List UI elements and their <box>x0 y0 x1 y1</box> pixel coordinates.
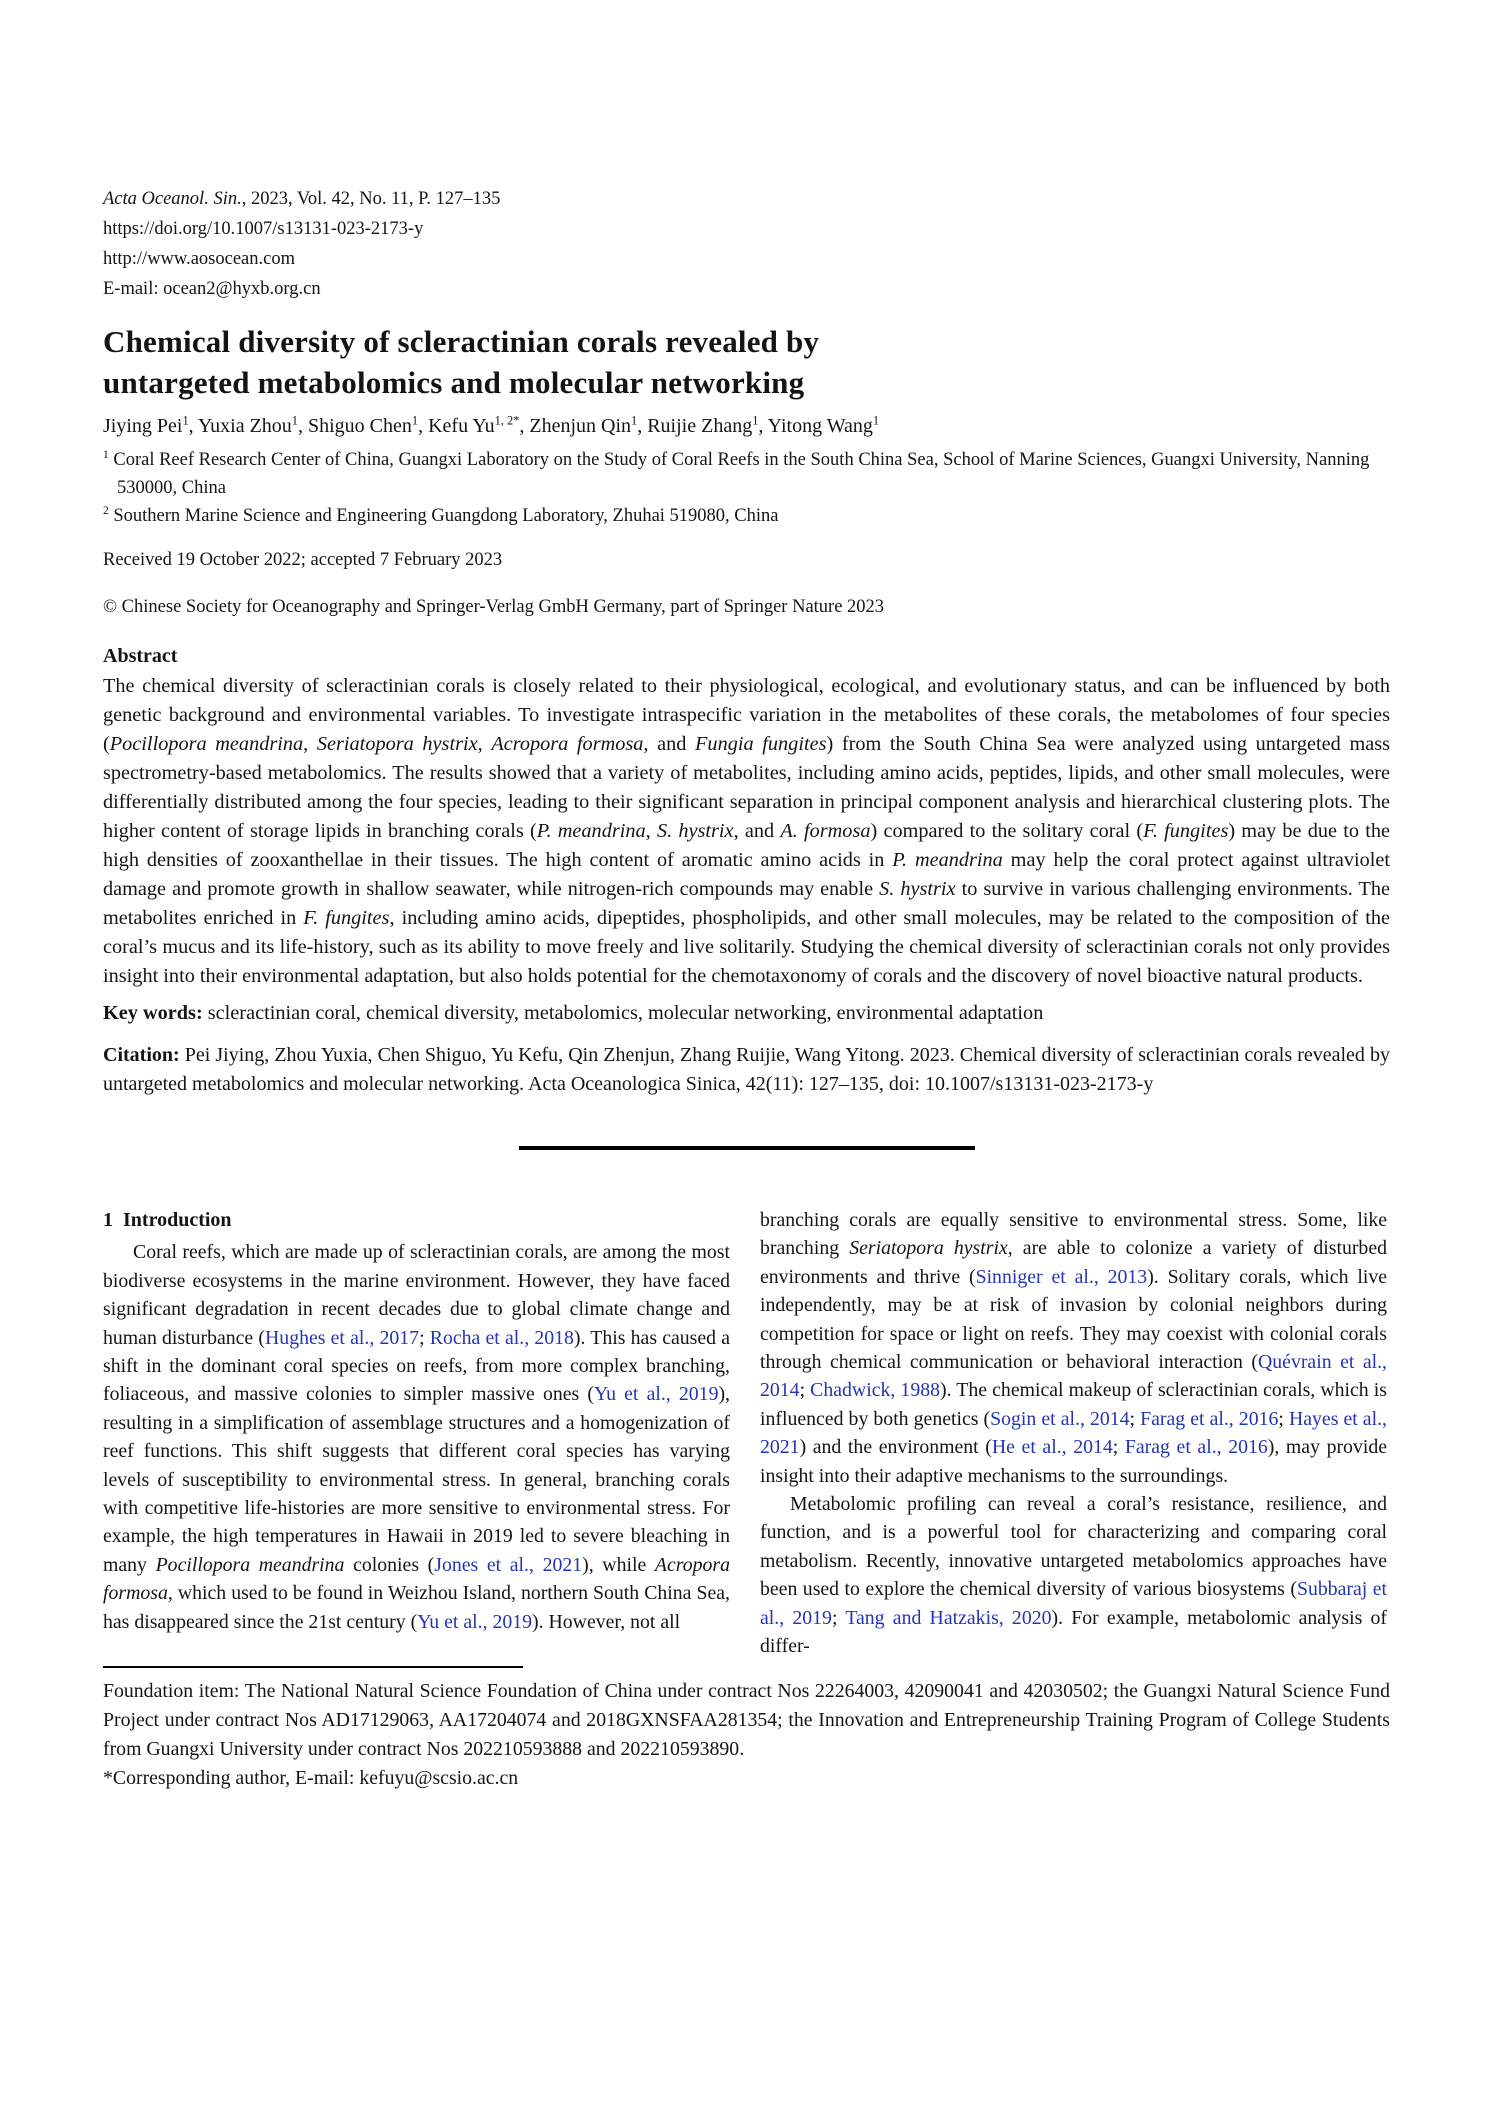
text-run: S. hystrix <box>656 820 734 842</box>
citation-link[interactable]: Chadwick, 1988 <box>810 1379 940 1402</box>
text-run: The chemical diversity of scleractinian corals is closely related to their physiological, ecological, and evolutionary status, and can be influenced by both genetic background and environmental variables. To investigate intraspecific variation in the metabolites of these corals, the metabolomes of four species ( <box>103 675 1390 755</box>
superscript-marker: 2 <box>103 504 109 517</box>
text-run: , Kefu Yu <box>418 415 495 437</box>
text-run: P. meandrina <box>536 820 646 842</box>
superscript-marker: 1 <box>631 413 638 428</box>
superscript-marker: 1 <box>411 413 419 428</box>
text-run: ), resulting in a simplification of assemblage structures and a homogenization of reef functions. This shift suggests that different coral species has varying levels of susceptibility to environmental stress. In general, branching corals with competitive life-histories are more sensitive to environmental stress. For example, the high temperatures in Hawaii in 2019 led to severe bleaching in many <box>103 1383 731 1576</box>
text-run: Acta Oceanol. Sin. <box>103 189 242 209</box>
text-run: Seriatopora hystrix <box>316 733 478 755</box>
text-run: ) may be due to the high densities of zooxanthellae in their tissues. The high content of aromatic amino acids in <box>103 820 1391 871</box>
foundation-item-note <box>103 1677 1390 1764</box>
text-run: ) compared to the solitary coral ( <box>870 820 1144 842</box>
citation-link[interactable]: Yu et al., 2019 <box>417 1610 533 1633</box>
citation-link[interactable]: Sogin et al., 2014 <box>990 1407 1130 1430</box>
introduction-paragraph-right-1 <box>760 1206 1387 1490</box>
text-run: , Shiguo Chen <box>298 415 412 437</box>
text-run: Pei Jiying, Zhou Yuxia, Chen Shiguo, Yu Kefu, Qin Zhenjun, Zhang Ruijie, Wang Yitong. 2023. Chemical diversity of scleractinian corals revealed by untargeted metabolomics and molecular networking. Acta Oceanologica Sinica, 42(11): 127–135, doi: 10.1007/s13131-023-2173-y <box>103 1044 1390 1095</box>
text-run: ; <box>1112 1436 1125 1459</box>
affiliations <box>103 446 1390 530</box>
text-run: ), may provide insight into their adaptive mechanisms to the surroundings. <box>760 1436 1387 1487</box>
citation-link[interactable]: Subbaraj et al., 2019 <box>760 1578 1387 1629</box>
citation-link[interactable]: Quévrain et al., 2014 <box>760 1351 1388 1402</box>
text-run: Foundation item: The National Natural Science Foundation of China under contract Nos 22264003, 42090041 and 42030502; the Guangxi Natural Science Fund Project under contract Nos AD17129063, AA17204074 and 2018GXNSFAA281354; the Innovation and Entrepreneurship Training Program of College Students from Guangxi University under contract Nos 202210593888 and 202210593890. <box>103 1679 1390 1760</box>
text-run: , <box>303 733 317 755</box>
introduction-columns <box>103 1206 1390 1661</box>
abstract-section <box>103 642 1390 991</box>
citation-link[interactable]: Jones et al., 2021 <box>434 1553 583 1576</box>
section-divider-rule <box>519 1146 975 1150</box>
text-run: ; <box>799 1379 811 1402</box>
citation-link[interactable]: Tang and Hatzakis, 2020 <box>845 1606 1052 1629</box>
text-run: , and <box>643 733 696 755</box>
citation <box>103 1041 1390 1099</box>
text-run: ). The chemical makeup of scleractinian corals, which is influenced by both genetics ( <box>760 1379 1387 1430</box>
text-run: may help the coral protect against ultraviolet damage and promote growth in shallow seawater, while nitrogen-rich compounds may enable <box>103 849 1391 900</box>
text-run: Coral Reef Research Center of China, Guangxi Laboratory on the Study of Coral Reefs in the South China Sea, School of Marine Sciences, Guangxi University, Nanning 530000, China <box>108 450 1370 498</box>
superscript-marker: 1 <box>291 413 298 428</box>
citation-link[interactable]: Sinniger et al., 2013 <box>975 1265 1148 1288</box>
introduction-heading: 1 Introduction <box>103 1209 232 1231</box>
corresponding-author-note: *Corresponding author, E-mail: kefuyu@scsio.ac.cn <box>103 1766 519 1789</box>
text-run: , <box>645 820 657 842</box>
text-run: , <box>477 733 492 755</box>
text-run: colonies ( <box>344 1553 435 1576</box>
text-run: Key words: <box>103 1002 208 1024</box>
journal-volume-line <box>103 184 1390 214</box>
text-run: ) from the South China Sea were analyzed using untargeted mass spectrometry-based metabolomics. The results showed that a variety of metabolites, including amino acids, peptides, lipids, and other small molecules, were differentially distributed among the four species, leading to their significant separation in principal component analysis and hierarchical clustering plots. The higher content of storage lipids in branching corals ( <box>103 733 1391 842</box>
text-run: ) and the environment ( <box>799 1436 992 1459</box>
text-run: , including amino acids, dipeptides, phospholipids, and other small molecules, may be related to the composition of the coral’s mucus and its life-history, such as its ability to move freely and live solitarily. Studying the chemical diversity of scleractinian corals not only provides insight into their environmental adaptation, but also holds potential for the chemotaxonomy of corals and the discovery of novel bioactive natural products. <box>103 907 1390 987</box>
text-run: Acropora formosa <box>103 1553 730 1605</box>
text-run: Acropora formosa <box>491 733 644 755</box>
text-run: Fungia fungites <box>695 733 827 755</box>
abstract-heading: Abstract <box>103 645 178 667</box>
left-column <box>103 1206 730 1661</box>
journal-website-link[interactable]: http://www.aosocean.com <box>103 249 295 269</box>
text-run: branching corals are equally sensitive to environmental stress. Some, like branching <box>760 1209 1387 1260</box>
superscript-marker: 1, 2* <box>494 413 520 428</box>
citation-link[interactable]: Yu et al., 2019 <box>594 1383 719 1406</box>
text-run: ; <box>419 1326 430 1349</box>
page-content <box>103 184 1390 1793</box>
citation-link[interactable]: Hughes et al., 2017 <box>265 1326 420 1349</box>
received-accepted-dates: Received 19 October 2022; accepted 7 February 2023 <box>103 550 503 570</box>
citation-link[interactable]: Farag et al., 2016 <box>1124 1436 1268 1459</box>
keywords <box>103 999 1390 1028</box>
text-run: , 2023, Vol. 42, No. 11, P. 127–135 <box>241 189 501 209</box>
text-run: S. hystrix <box>879 878 956 900</box>
text-run: scleractinian coral, chemical diversity, metabolomics, molecular networking, environmental adaptation <box>207 1002 1044 1024</box>
text-run: Southern Marine Science and Engineering Guangdong Laboratory, Zhuhai 519080, China <box>108 506 779 526</box>
citation-link[interactable]: Hayes et al., 2021 <box>760 1407 1387 1459</box>
text-run: , Ruijie Zhang <box>637 415 753 437</box>
introduction-paragraph-right-2 <box>760 1490 1387 1660</box>
text-run: , and <box>733 820 781 842</box>
text-run: Jiying Pei <box>103 415 183 437</box>
citation-link[interactable]: Rocha et al., 2018 <box>429 1326 574 1349</box>
citation-link[interactable]: He et al., 2014 <box>991 1436 1113 1459</box>
text-run: A. formosa <box>780 820 871 842</box>
text-run: , Yitong Wang <box>758 415 873 437</box>
copyright-notice: © Chinese Society for Oceanography and Springer-Verlag GmbH Germany, part of Springer Nature 2023 <box>103 597 885 617</box>
paper-title <box>103 321 1390 403</box>
text-run: Citation: <box>103 1044 185 1066</box>
text-run: ; <box>1278 1407 1289 1430</box>
superscript-marker: 1 <box>103 448 109 461</box>
text-run: F. fungites <box>303 907 390 929</box>
citation-link[interactable]: Farag et al., 2016 <box>1140 1407 1279 1430</box>
text-run: Coral reefs, which are made up of scleractinian corals, are among the most biodiverse ecosystems in the marine environment. However, they have faced significant degradation in recent decades due to global climate change and human disturbance ( <box>103 1241 730 1349</box>
superscript-marker: 1 <box>182 413 189 428</box>
text-run: ), while <box>582 1553 655 1576</box>
text-run: F. fungites <box>1143 820 1229 842</box>
text-run: P. meandrina <box>892 849 1003 871</box>
abstract-body <box>103 672 1390 991</box>
affiliation-2 <box>103 502 1390 530</box>
text-run: ). Solitary corals, which live independently, may be at risk of invasion by colonial neighbors during competition for space or light on reefs. They may coexist with colonial corals through chemical communication or behavioral interaction ( <box>760 1265 1387 1374</box>
text-run: , which used to be found in Weizhou Island, northern South China Sea, has disappeared since the 21st century ( <box>103 1582 730 1633</box>
paper-title-line-2: untargeted metabolomics and molecular networking <box>103 365 805 400</box>
text-run: to survive in various challenging environments. The metabolites enriched in <box>103 878 1391 929</box>
text-run: Metabolomic profiling can reveal a coral’s resistance, resilience, and function, and is a powerful tool for characterizing and comparing coral metabolism. Recently, innovative untargeted metabolomics approaches have been used to explore the chemical diversity of various biosystems ( <box>760 1493 1387 1601</box>
text-run: Pocillopora meandrina <box>109 733 304 755</box>
right-column <box>760 1206 1387 1661</box>
paper-title-line-1: Chemical diversity of scleractinian corals revealed by <box>103 324 820 359</box>
doi-link[interactable]: https://doi.org/10.1007/s13131-023-2173-y <box>103 219 424 239</box>
text-run: Pocillopora meandrina <box>155 1553 345 1576</box>
text-run: ; <box>831 1606 846 1629</box>
text-run: ). However, not all <box>532 1610 681 1633</box>
affiliation-1 <box>103 446 1390 502</box>
text-run: ; <box>1129 1407 1141 1430</box>
text-run: , Zhenjun Qin <box>519 415 632 437</box>
footnote-rule <box>103 1666 523 1668</box>
journal-header <box>103 184 1390 304</box>
text-run: ). For example, metabolomic analysis of differ- <box>760 1606 1388 1658</box>
author-list <box>103 412 1390 441</box>
text-run: Seriatopora hystrix <box>849 1237 1008 1260</box>
superscript-marker: 1 <box>752 413 759 428</box>
text-run: , Yuxia Zhou <box>188 415 292 437</box>
superscript-marker: 1 <box>872 413 880 428</box>
text-run: , are able to colonize a variety of disturbed environments and thrive ( <box>760 1237 1387 1288</box>
text-run: ). This has caused a shift in the dominant coral species on reefs, from more complex branching, foliaceous, and massive colonies to simpler massive ones ( <box>103 1326 731 1406</box>
introduction-paragraph-left <box>103 1238 730 1636</box>
journal-email: E-mail: ocean2@hyxb.org.cn <box>103 279 321 299</box>
